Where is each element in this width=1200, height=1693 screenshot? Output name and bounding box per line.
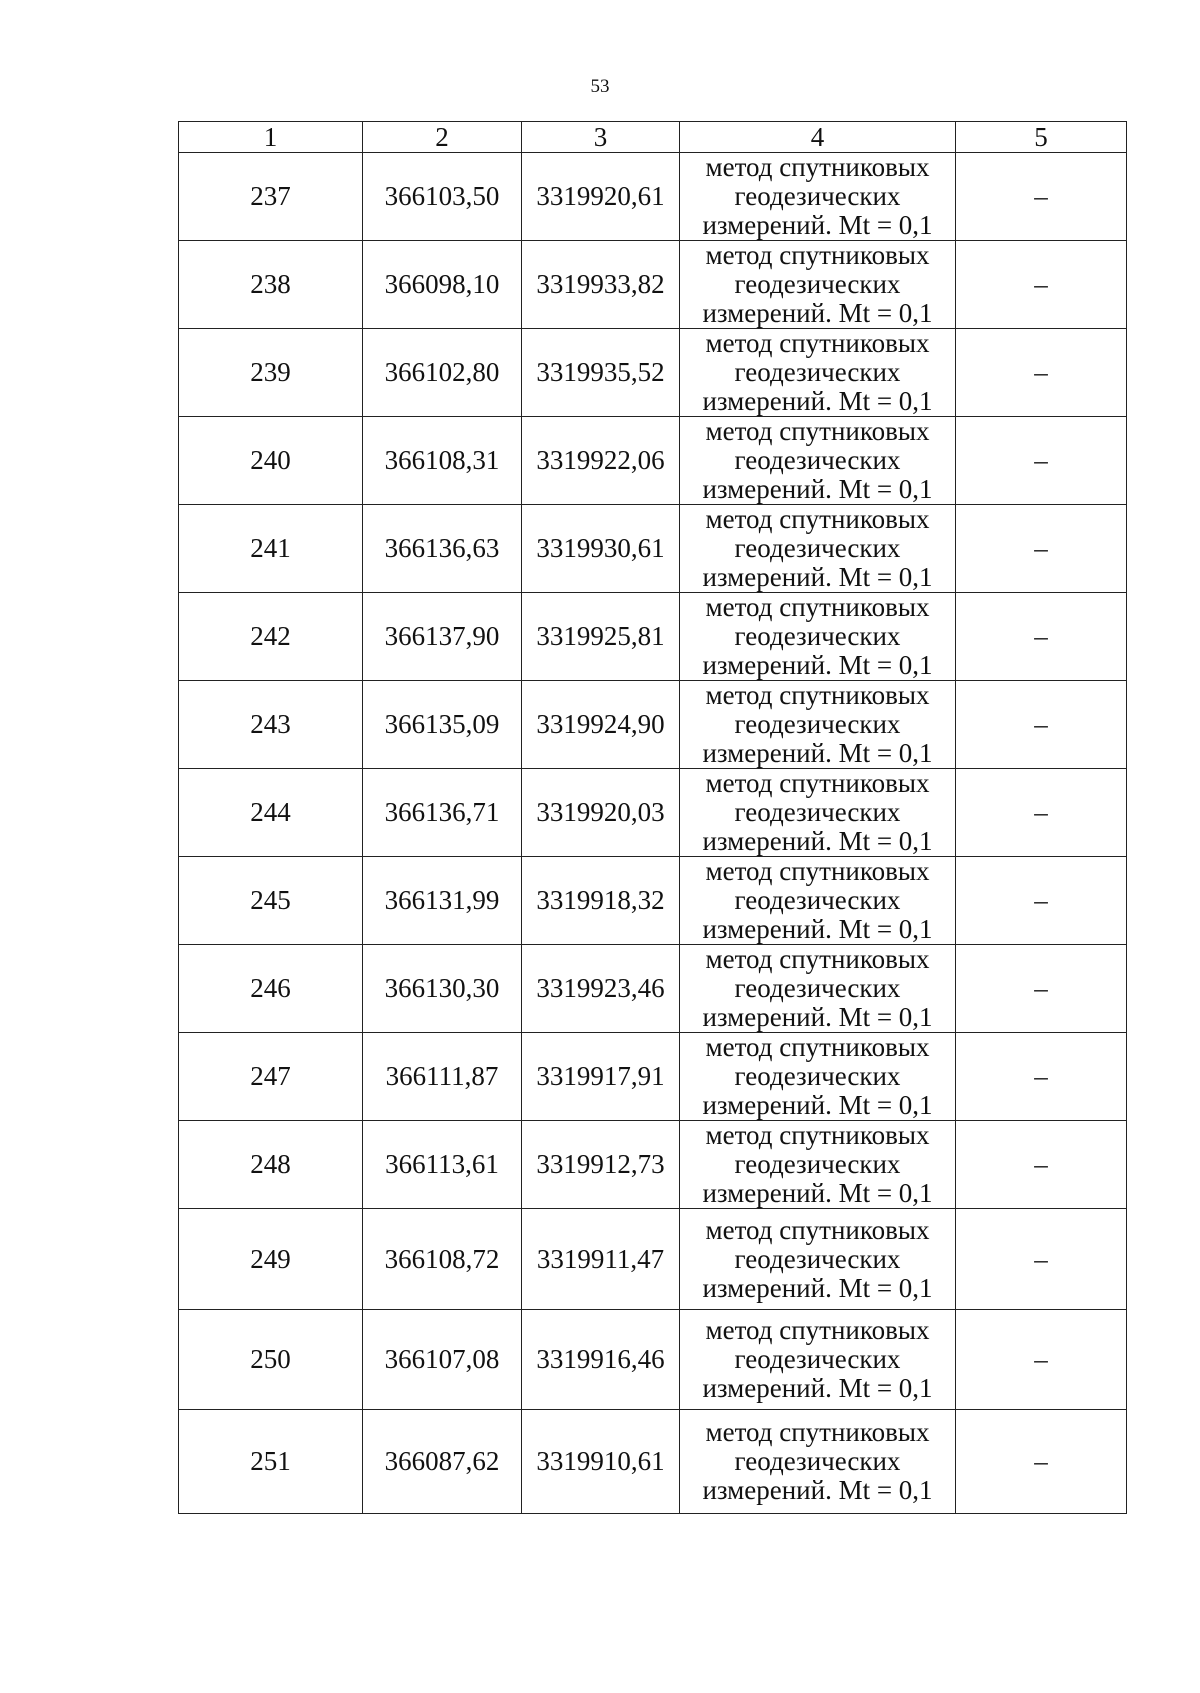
method-line: геодезических [734, 973, 901, 1003]
point-number-cell: 250 [179, 1310, 363, 1410]
method-line: метод спутниковых [705, 856, 930, 886]
method-cell [680, 417, 956, 505]
note-cell: – [956, 153, 1127, 241]
method-line: измерений. Mt = 0,1 [702, 210, 933, 240]
method-line: измерений. Mt = 0,1 [702, 1090, 933, 1120]
point-number-cell: 237 [179, 153, 363, 241]
method-cell [680, 153, 956, 241]
y-coordinate-cell: 3319920,61 [522, 153, 680, 241]
page-number: 53 [590, 76, 610, 97]
y-coordinate-cell: 3319916,46 [522, 1310, 680, 1410]
method-line: метод спутниковых [705, 944, 930, 974]
note-cell: – [956, 945, 1127, 1033]
method-line: метод спутниковых [705, 1120, 930, 1150]
x-coordinate-cell: 366135,09 [363, 681, 522, 769]
method-line: геодезических [734, 1061, 901, 1091]
table-row [179, 505, 1127, 593]
x-coordinate-cell: 366102,80 [363, 329, 522, 417]
method-line: метод спутниковых [705, 1032, 930, 1062]
method-line: измерений. Mt = 0,1 [702, 298, 933, 328]
method-line: геодезических [734, 445, 901, 475]
x-coordinate-cell: 366111,87 [363, 1033, 522, 1121]
y-coordinate-cell: 3319924,90 [522, 681, 680, 769]
method-line: геодезических [734, 621, 901, 651]
y-coordinate-cell: 3319920,03 [522, 769, 680, 857]
method-line: метод спутниковых [705, 1315, 930, 1345]
method-line: измерений. Mt = 0,1 [702, 386, 933, 416]
note-cell: – [956, 857, 1127, 945]
x-coordinate-cell: 366107,08 [363, 1310, 522, 1410]
y-coordinate-cell: 3319935,52 [522, 329, 680, 417]
method-cell [680, 593, 956, 681]
table-row [179, 681, 1127, 769]
method-cell [680, 1033, 956, 1121]
table-row [179, 1033, 1127, 1121]
method-line: измерений. Mt = 0,1 [702, 562, 933, 592]
table-row [179, 945, 1127, 1033]
note-cell: – [956, 769, 1127, 857]
table-row [179, 1310, 1127, 1410]
point-number-cell: 246 [179, 945, 363, 1033]
x-coordinate-cell: 366136,71 [363, 769, 522, 857]
y-coordinate-cell: 3319911,47 [522, 1209, 680, 1310]
note-cell: – [956, 1121, 1127, 1209]
x-coordinate-cell: 366108,72 [363, 1209, 522, 1310]
method-cell [680, 681, 956, 769]
note-cell: – [956, 417, 1127, 505]
note-cell: – [956, 593, 1127, 681]
method-line: геодезических [734, 1344, 901, 1374]
header-col-2: 2 [363, 122, 522, 153]
table-row [179, 329, 1127, 417]
method-line: измерений. Mt = 0,1 [702, 826, 933, 856]
method-line: метод спутниковых [705, 592, 930, 622]
method-line: геодезических [734, 1243, 901, 1274]
x-coordinate-cell: 366098,10 [363, 241, 522, 329]
x-coordinate-cell: 366103,50 [363, 153, 522, 241]
point-number-cell: 242 [179, 593, 363, 681]
note-cell: – [956, 1033, 1127, 1121]
y-coordinate-cell: 3319918,32 [522, 857, 680, 945]
x-coordinate-cell: 366131,99 [363, 857, 522, 945]
method-line: измерений. Mt = 0,1 [702, 738, 933, 768]
y-coordinate-cell: 3319910,61 [522, 1410, 680, 1514]
point-number-cell: 239 [179, 329, 363, 417]
table-row [179, 1209, 1127, 1310]
method-cell [680, 1410, 956, 1514]
method-line: измерений. Mt = 0,1 [702, 650, 933, 680]
x-coordinate-cell: 366113,61 [363, 1121, 522, 1209]
method-cell [680, 857, 956, 945]
table-row [179, 1121, 1127, 1209]
header-col-4: 4 [680, 122, 956, 153]
method-line: измерений. Mt = 0,1 [702, 1002, 933, 1032]
table-row [179, 857, 1127, 945]
y-coordinate-cell: 3319933,82 [522, 241, 680, 329]
method-line: измерений. Mt = 0,1 [702, 1475, 933, 1505]
header-row [179, 122, 1127, 153]
method-line: метод спутниковых [705, 328, 930, 358]
table-row [179, 153, 1127, 241]
method-line: геодезических [734, 885, 901, 915]
method-line: геодезических [734, 1446, 901, 1476]
point-number-cell: 244 [179, 769, 363, 857]
method-cell [680, 241, 956, 329]
point-number-cell: 251 [179, 1410, 363, 1514]
x-coordinate-cell: 366137,90 [363, 593, 522, 681]
x-coordinate-cell: 366130,30 [363, 945, 522, 1033]
note-cell: – [956, 681, 1127, 769]
method-line: геодезических [734, 181, 901, 211]
x-coordinate-cell: 366136,63 [363, 505, 522, 593]
table-row [179, 769, 1127, 857]
table-row [179, 1410, 1127, 1514]
note-cell: – [956, 1310, 1127, 1410]
method-line: метод спутниковых [705, 240, 930, 270]
method-line: метод спутниковых [705, 1417, 930, 1447]
x-coordinate-cell: 366087,62 [363, 1410, 522, 1514]
method-cell [680, 945, 956, 1033]
method-line: измерений. Mt = 0,1 [702, 1178, 933, 1208]
y-coordinate-cell: 3319923,46 [522, 945, 680, 1033]
method-cell [680, 505, 956, 593]
point-number-cell: 243 [179, 681, 363, 769]
point-number-cell: 249 [179, 1209, 363, 1310]
point-number-cell: 248 [179, 1121, 363, 1209]
table-body [179, 153, 1127, 1514]
method-line: метод спутниковых [705, 768, 930, 798]
method-line: геодезических [734, 533, 901, 563]
header-col-3: 3 [522, 122, 680, 153]
coordinates-table [178, 121, 1127, 1514]
method-line: геодезических [734, 1149, 901, 1179]
y-coordinate-cell: 3319925,81 [522, 593, 680, 681]
method-cell [680, 1121, 956, 1209]
method-line: метод спутниковых [705, 680, 930, 710]
header-col-5: 5 [956, 122, 1127, 153]
table-header [179, 122, 1127, 153]
method-line: измерений. Mt = 0,1 [702, 1373, 933, 1403]
method-line: измерений. Mt = 0,1 [702, 474, 933, 504]
method-line: геодезических [734, 797, 901, 827]
method-line: метод спутниковых [705, 152, 930, 182]
method-cell [680, 1310, 956, 1410]
note-cell: – [956, 1209, 1127, 1310]
method-line: измерений. Mt = 0,1 [702, 1272, 933, 1303]
y-coordinate-cell: 3319922,06 [522, 417, 680, 505]
point-number-cell: 238 [179, 241, 363, 329]
method-line: метод спутниковых [705, 416, 930, 446]
table-row [179, 241, 1127, 329]
method-line: метод спутниковых [705, 1214, 930, 1245]
method-line: геодезических [734, 357, 901, 387]
method-cell [680, 1209, 956, 1310]
note-cell: – [956, 241, 1127, 329]
note-cell: – [956, 1410, 1127, 1514]
method-cell [680, 329, 956, 417]
x-coordinate-cell: 366108,31 [363, 417, 522, 505]
method-line: геодезических [734, 709, 901, 739]
y-coordinate-cell: 3319912,73 [522, 1121, 680, 1209]
point-number-cell: 240 [179, 417, 363, 505]
note-cell: – [956, 329, 1127, 417]
point-number-cell: 241 [179, 505, 363, 593]
note-cell: – [956, 505, 1127, 593]
table-row [179, 417, 1127, 505]
y-coordinate-cell: 3319930,61 [522, 505, 680, 593]
method-line: измерений. Mt = 0,1 [702, 914, 933, 944]
header-col-1: 1 [179, 122, 363, 153]
method-line: геодезических [734, 269, 901, 299]
method-line: метод спутниковых [705, 504, 930, 534]
table-row [179, 593, 1127, 681]
point-number-cell: 245 [179, 857, 363, 945]
y-coordinate-cell: 3319917,91 [522, 1033, 680, 1121]
point-number-cell: 247 [179, 1033, 363, 1121]
method-cell [680, 769, 956, 857]
